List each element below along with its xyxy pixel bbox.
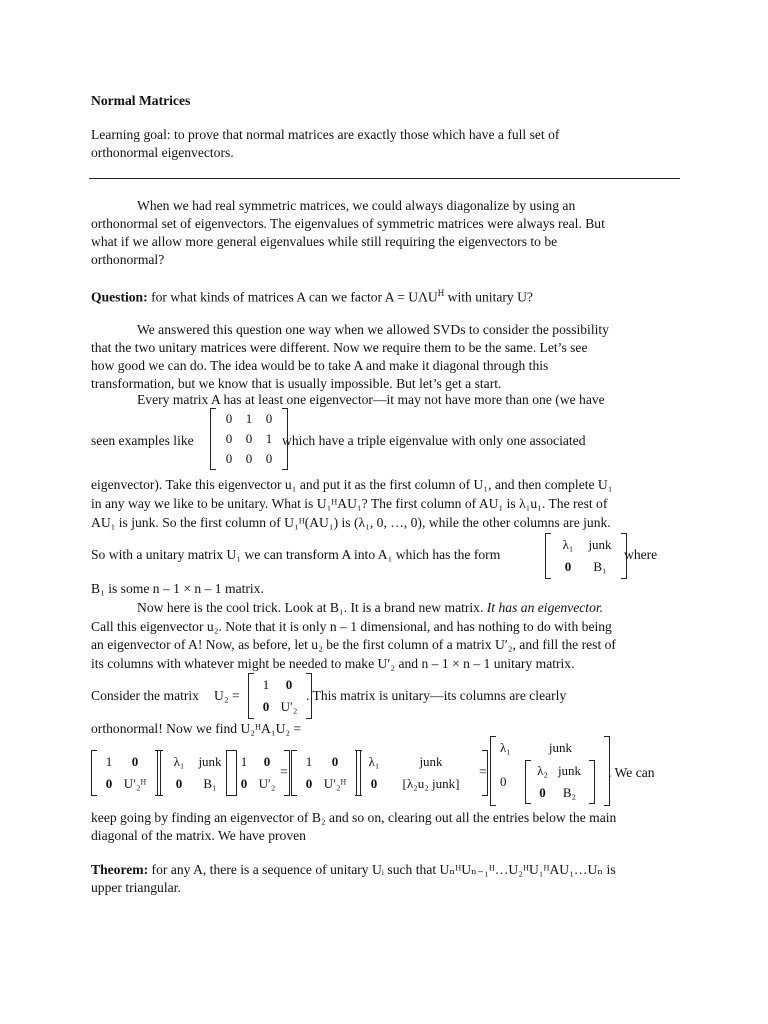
matrix-cell: 0 [285,677,293,692]
eq-matrix-6-bottom [500,760,600,804]
matrix-cell: B₁ [203,776,217,791]
eq-matrix-6-inner-cells [531,760,589,804]
matrix-cell: 1 [265,431,273,446]
eq-matrix-2-cells [163,750,231,796]
theorem-text: for any A, there is a sequence of unitary Uᵢ such that UₙᴴUₙ₋₁ᴴ…U₂ᴴU₁ᴴAU₁…Uₙ is [151,862,616,877]
example-matrix-cells [216,408,282,470]
example-matrix [210,408,288,470]
eq-matrix-2 [157,750,237,796]
learning-goal-line-1: Learning goal: to prove that normal matrices are exactly those which have a full set of [91,127,560,142]
equals-sign-1: = [280,764,288,779]
matrix-cell: 1 [105,754,113,769]
learning-goal-line-2: orthonormal eigenvectors. [91,145,234,160]
matrix-cell: 0 [225,451,233,466]
keep-going-line-1: keep going by finding an eigenvector of B₂ and so on, clearing out all the entries below the main [91,810,617,825]
para3-line-1: eigenvector). Take this eigenvector u₁ and put it as the first column of U₁, and then complete U₁ [91,477,613,492]
para4-line-2: Call this eigenvector u₂. Note that it is only n – 1 dimensional, and has nothing to do with being [91,619,612,634]
matrix-cell: junk [588,537,612,552]
matrix-cell: 0 [331,754,339,769]
matrix-cell: 0 [539,785,546,800]
para4-first-text: Now here is the cool trick. Look at B₁. It is a brand new matrix. [137,600,487,615]
triple-eigenvalue-text: which have a triple eigenvalue with only one associated [282,433,586,448]
where-text: where [624,547,658,562]
matrix-cell: [λ₂u₂ junk] [402,776,460,791]
u2-matrix-cells [254,673,306,719]
matrix-cell: U′₂ [280,699,298,714]
horizontal-divider [89,178,680,179]
keep-going-line-2: diagonal of the matrix. We have proven [91,828,306,843]
matrix-cell: λ₁ [562,537,574,552]
matrix-cell: 0 [105,776,113,791]
matrix-cell: λ₁ [368,754,380,769]
matrix-cell: 0 [262,699,270,714]
orthonormal-line: orthonormal! Now we find U₂ᴴA₁U₂ = [91,721,302,736]
equals-sign-2: = [479,764,487,779]
para4-italic-text: It has an eigenvector. [486,600,604,615]
matrix-cell: junk [198,754,222,769]
matrix-cell: 0 [225,411,233,426]
para1-line-4: orthonormal? [91,252,165,267]
matrix-cell: 0 [131,754,139,769]
eq-matrix-4 [291,750,361,796]
eq-matrix-3-cells [232,750,284,796]
page-title: Normal Matrices [91,93,191,108]
matrix-cell: 1 [240,754,248,769]
a1-form-cells [551,533,621,579]
unitary-text: . This matrix is unitary—its columns are clearly [306,688,567,703]
para2-line-5: Every matrix A has at least one eigenvector—it may not have more than one (we have [137,392,605,407]
eq-matrix-6-inner [525,760,595,804]
para1-line-1: When we had real symmetric matrices, we could always diagonalize by using an [137,198,576,213]
matrix-cell: 0 [265,451,273,466]
matrix-cell: λ₁ [173,754,185,769]
matrix-cell: 0 [175,776,183,791]
eq-matrix-1-cells [97,750,155,796]
matrix-cell: junk [419,754,443,769]
theorem-label: Theorem: [91,862,149,877]
matrix-cell: B₂ [562,785,577,800]
matrix-cell: 0 [564,559,572,574]
matrix-cell: 0 [263,754,271,769]
eq-matrix-4-cells [297,750,355,796]
matrix-cell: 0 [370,776,378,791]
matrix-cell: 0 [305,776,313,791]
matrix-cell: 1 [262,677,270,692]
eq-matrix-1 [91,750,161,796]
matrix-cell: 0 [265,411,273,426]
para1-line-2: orthonormal set of eigenvectors. The eigenvalues of symmetric matrices were always real. But [91,216,605,231]
matrix-cell: U′₂ [258,776,276,791]
matrix-cell: λ₁ [500,740,511,755]
a1-form-matrix [545,533,627,579]
matrix-cell: 1 [305,754,313,769]
matrix-cell: U′₂ᴴ [323,776,347,791]
para2-line-2: that the two unitary matrices were different. Now we require them to be the same. Let’s see [91,340,588,355]
b1-line: B₁ is some n – 1 × n – 1 matrix. [91,581,264,596]
consider-text: Consider the matrix [91,688,199,703]
matrix-cell: 1 [245,411,253,426]
matrix-cell: 0 [500,774,507,789]
matrix-cell: 0 [245,431,253,446]
para1-line-3: what if we allow more general eigenvalues while still requiring the eigenvectors to be [91,234,558,249]
eq-matrix-6-top-row [500,738,600,758]
question-end: with unitary U? [444,289,533,305]
matrix-cell: 0 [240,776,248,791]
matrix-cell: 0 [245,451,253,466]
unitary-sentence: So with a unitary matrix U₁ we can transform A into A₁ which has the form [91,547,501,562]
para3-line-2: in any way we like to be unitary. What is U₁ᴴAU₁? The first column of AU₁ is λ₁u₁. The rest of [91,496,608,511]
matrix-cell: U′₂ᴴ [123,776,147,791]
eq-matrix-6 [490,736,610,806]
eq-matrix-6-body [496,736,604,806]
matrix-cell: λ₂ [537,763,548,778]
matrix-cell: 0 [225,431,233,446]
para3-line-3: AU₁ is junk. So the first column of U₁ᴴ(AU₁) is (λ₁, 0, …, 0), while the other columns are junk. [91,515,611,530]
u2-label: U₂ = [214,688,240,703]
question-line: Question: for what kinds of matrices A can we factor $A = U\Lambda U^H$ with unitary U? [91,288,533,305]
theorem-line-2: upper triangular. [91,880,181,895]
theorem-line [91,861,616,878]
seen-examples-text: seen examples like [91,433,194,448]
matrix-cell: B₁ [593,559,607,574]
matrix-cell: junk [548,740,572,755]
matrix-cell: junk [557,763,582,778]
eq-matrix-5 [356,750,488,796]
para4-line-4: its columns with whatever might be needed to make U′₂ and n – 1 × n – 1 unitary matrix. [91,656,575,671]
we-can-text: . We can [608,765,655,780]
para4-line-3: an eigenvector of A! Now, as before, let u₂ be the first column of a matrix U′₂, and fill the rest of [91,637,616,652]
question-label: Question: [91,289,148,305]
question-text: for what kinds of matrices A can we factor A = UΛU [151,289,438,305]
para2-line-3: how good we can do. The idea would be to take A and make it diagonal through this [91,358,549,373]
para2-line-4: transformation, but we know that is usually impossible. But let’s get a start. [91,376,502,391]
eq-matrix-5-cells [362,750,482,796]
para4-line-1 [137,599,603,616]
para2-line-1: We answered this question one way when we allowed SVDs to consider the possibility [137,322,609,337]
u2-matrix [248,673,312,719]
